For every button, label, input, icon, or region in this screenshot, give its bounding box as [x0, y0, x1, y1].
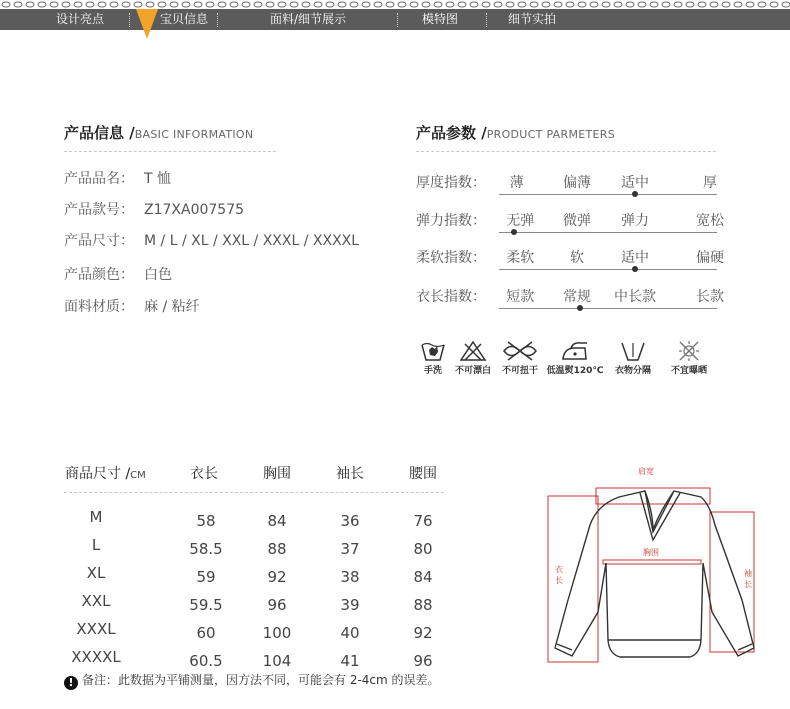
param-option: 宽松 — [696, 213, 724, 229]
chest-measure-line — [603, 560, 701, 564]
param-option: 微弹 — [563, 213, 591, 229]
nav-item-detail[interactable]: 细节实拍 — [508, 12, 557, 26]
size-value-cell: 40 — [340, 624, 360, 642]
param-option: 适中 — [621, 175, 649, 191]
info-label: 产品尺寸： — [64, 233, 134, 249]
info-value: 白色 — [144, 267, 172, 283]
size-value-cell: 59 — [196, 568, 216, 586]
size-value-cell: 84 — [413, 568, 433, 586]
param-option: 弹力 — [621, 213, 649, 229]
nav-item-design[interactable]: 设计亮点 — [56, 12, 105, 26]
param-option: 中长款 — [614, 289, 656, 305]
tshirt-outline — [555, 491, 754, 657]
note-text: 备注：此数据为平铺测量，因方法不同，可能会有 2-4cm 的误差。 — [82, 673, 440, 687]
care-label: 手洗 — [423, 366, 442, 376]
size-name-cell: M — [89, 508, 103, 526]
size-value-cell: 96 — [413, 652, 433, 670]
care-label: 不可漂白 — [454, 366, 491, 376]
size-name-cell: XL — [86, 564, 106, 582]
info-value: Z17XA007575 — [144, 202, 245, 218]
size-name-cell: XXXXL — [71, 648, 121, 666]
info-label: 产品款号： — [64, 202, 134, 218]
param-option: 常规 — [563, 289, 591, 305]
info-value: 麻 / 粘纤 — [144, 299, 200, 315]
size-column-chest: 胸围 — [263, 466, 291, 482]
size-value-cell: 96 — [267, 596, 287, 614]
size-value-cell: 88 — [413, 596, 433, 614]
nav-item-model[interactable]: 模特图 — [422, 12, 459, 26]
size-value-cell: 60 — [196, 624, 216, 642]
param-option: 偏薄 — [563, 175, 591, 191]
info-value: T 恤 — [144, 171, 172, 187]
info-label: 产品颜色： — [64, 267, 134, 283]
size-value-cell: 88 — [267, 540, 287, 558]
size-value-cell: 38 — [340, 568, 360, 586]
care-label: 低温熨120℃ — [546, 366, 604, 376]
param-label: 衣长指数： — [416, 289, 486, 305]
product-info-title-text: 产品信息 / — [64, 124, 135, 142]
size-head-unit: CM — [130, 470, 146, 481]
size-name-cell: XXL — [81, 592, 111, 610]
param-option: 长款 — [696, 289, 724, 305]
info-label: 产品品名： — [64, 171, 134, 187]
param-option: 短款 — [506, 289, 535, 305]
product-params-subtitle: PRODUCT PARMETERS — [486, 128, 615, 141]
shoulder-width-label: 肩宽 — [638, 467, 654, 476]
size-column-length: 衣长 — [190, 466, 218, 482]
param-option: 偏硬 — [696, 250, 724, 266]
param-option: 软 — [570, 250, 584, 266]
size-column-sleeve: 袖长 — [336, 466, 364, 482]
warning-icon: ! — [64, 676, 78, 690]
size-value-cell: 36 — [340, 512, 360, 530]
size-value-cell: 76 — [413, 512, 433, 530]
size-value-cell: 58.5 — [189, 540, 223, 558]
nav-item-product-info[interactable]: 宝贝信息 — [160, 12, 209, 26]
size-value-cell: 84 — [267, 512, 287, 530]
size-value-cell: 100 — [262, 624, 292, 642]
param-option: 无弹 — [506, 213, 535, 229]
care-label: 不宜曝晒 — [670, 366, 707, 376]
size-value-cell: 58 — [196, 512, 216, 530]
care-label: 不可扭干 — [501, 366, 538, 376]
size-value-cell: 104 — [262, 652, 292, 670]
param-label: 弹力指数： — [416, 213, 486, 229]
size-column-waist: 腰围 — [409, 466, 437, 482]
size-name-cell: XXXL — [76, 620, 116, 638]
product-params-title-text: 产品参数 / — [416, 124, 487, 142]
param-option: 柔软 — [506, 250, 535, 266]
size-value-cell: 92 — [267, 568, 287, 586]
param-option: 适中 — [621, 250, 649, 266]
param-option: 薄 — [509, 175, 524, 191]
length-label: 衣长 — [555, 565, 563, 585]
size-value-cell: 60.5 — [189, 652, 223, 670]
nav-item-fabric[interactable]: 面料/细节展示 — [270, 12, 347, 26]
param-label: 柔软指数： — [416, 250, 486, 266]
info-value: M / L / XL / XXL / XXXL / XXXXL — [144, 233, 360, 249]
shoulder-measure-box — [596, 488, 710, 504]
size-name-cell: L — [91, 536, 101, 554]
size-head-text: 商品尺寸 / — [65, 466, 131, 482]
size-value-cell: 59.5 — [189, 596, 223, 614]
info-label: 面料材质： — [64, 299, 134, 315]
size-value-cell: 92 — [413, 624, 433, 642]
size-value-cell: 37 — [340, 540, 360, 558]
param-label: 厚度指数： — [416, 175, 486, 191]
size-value-cell: 41 — [340, 652, 360, 670]
size-value-cell: 80 — [413, 540, 433, 558]
chest-label: 胸围 — [643, 548, 659, 557]
care-label: 衣物分隔 — [614, 366, 651, 376]
size-value-cell: 39 — [340, 596, 360, 614]
sleeve-label: 袖长 — [744, 569, 752, 589]
param-option: 厚 — [703, 175, 717, 191]
product-info-subtitle: BASIC INFORMATION — [134, 128, 254, 141]
